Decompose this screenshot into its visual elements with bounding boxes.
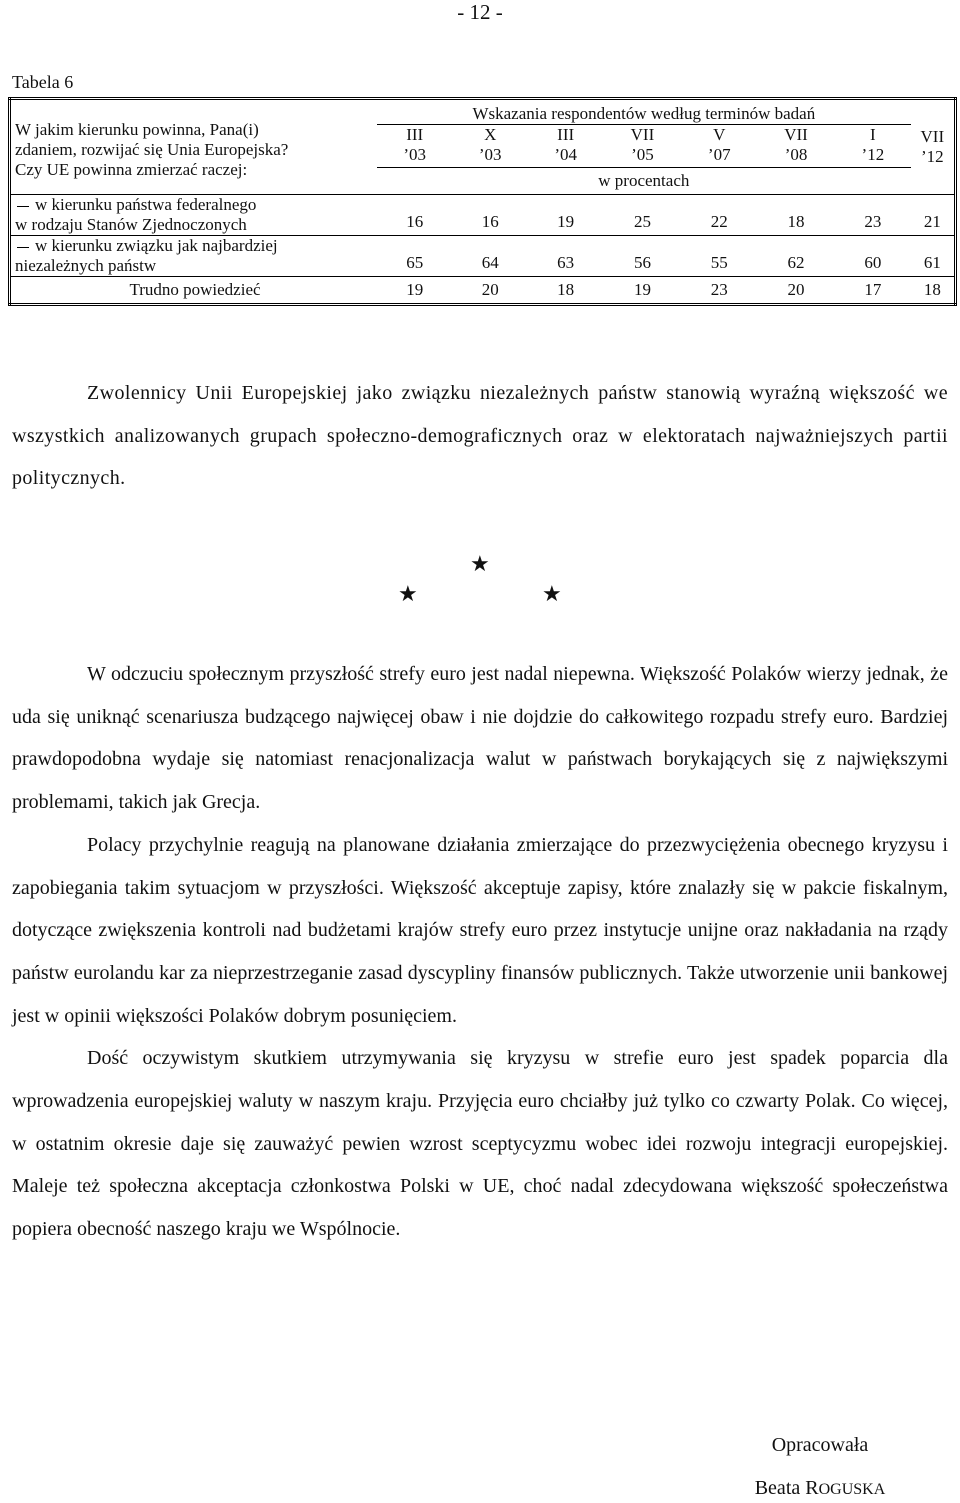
table-header-row [10, 99, 956, 125]
paragraph: Zwolennicy Unii Europejskiej jako związku niezależnych państw stanowią wyraźną większość we wszystkich analizowanych grupach społeczno-demograficznych oraz w elektoratach najważniejszych partii politycznych. [12, 382, 948, 490]
table-cell: 18 [911, 277, 956, 305]
paragraph: W odczuciu społecznym przyszłość strefy euro jest nadal niepewna. Większość Polaków wierzy jednak, że uda się uniknąć scenariusza budzącego najwięcej obaw i nie dojdzie do całkowitego rozpadu strefy euro. Bardziej prawdopodobna wydaje się natomiast renacjonalizacja walut w państwach borykających się z największymi problemami, takich jak Grecja. [12, 663, 948, 814]
table-cell: 16 [452, 195, 527, 236]
table-cell: 65 [377, 236, 452, 277]
table-cell: 19 [377, 277, 452, 305]
star-icon: ★ [542, 582, 562, 607]
question-line: Czy UE powinna zmierzać raczej: [15, 160, 248, 179]
question-line: zdaniem, rozwijać się Unia Europejska? [15, 140, 289, 159]
star-icon: ★ [398, 582, 418, 607]
table-cell: 21 [911, 195, 956, 236]
table-cell: 62 [757, 236, 835, 277]
table-cell: 60 [835, 236, 911, 277]
row-label: w kierunku państwa federalnego w rodzaju Stanów Zjednoczonych [10, 195, 378, 236]
table-row [10, 236, 956, 277]
table-cell: 18 [757, 195, 835, 236]
period-header: I ’12 [861, 125, 885, 164]
unit-label: w procentach [377, 168, 911, 195]
signature-name [700, 1477, 940, 1500]
period-header: X ’03 [478, 125, 502, 164]
star-icon: ★ [470, 552, 490, 577]
surname: ROGUSKA [805, 1477, 886, 1499]
page-number: - 12 - [457, 0, 503, 24]
paragraph: Polacy przychylnie reagują na planowane działania zmierzające do przezwyciężenia obecnego kryzysu i zapobiegania takim sytuacjom w przyszłości. Większość akceptuje zapisy, które znalazły się w pakcie fiskalnym, dotyczące zwiększenia kontroli nad budżetami krajów strefy euro przez instytucje unijne oraz nakładania na rządy państw eurolandu kar za nieprzestrzeganie zasad dyscypliny finansów publicznych. Także utworzenie unii bankowej jest w opinii większości Polaków dobrym posunięciem. [12, 833, 948, 1027]
table-cell: 64 [452, 236, 527, 277]
period-header: VII ’08 [784, 125, 808, 164]
period-header: III ’04 [554, 125, 577, 164]
group-header: Wskazania respondentów według terminów badań [377, 99, 911, 125]
table-cell: 18 [528, 277, 603, 305]
dash-bullet [17, 206, 29, 207]
period-header: VII ’05 [630, 125, 655, 164]
table-row [10, 195, 956, 236]
section-separator [0, 552, 960, 612]
question-line: W jakim kierunku powinna, Pana(i) [15, 120, 259, 139]
table-cell: 20 [452, 277, 527, 305]
table-cell: 56 [603, 236, 681, 277]
period-header: V ’07 [707, 125, 731, 164]
table-cell: 55 [682, 236, 757, 277]
period-header: VII ’12 [920, 127, 945, 166]
table-cell: 61 [911, 236, 956, 277]
row-label: w kierunku związku jak najbardziej niezależnych państw [10, 236, 378, 277]
table-cell: 63 [528, 236, 603, 277]
table-label: Tabela 6 [12, 72, 74, 92]
signature-role: Opracowała [771, 1434, 869, 1456]
table-cell: 19 [528, 195, 603, 236]
table-cell: 19 [603, 277, 681, 305]
table-cell: 25 [603, 195, 681, 236]
row-label: Trudno powiedzieć [10, 277, 378, 305]
period-header: III ’03 [403, 125, 427, 164]
survey-table [8, 97, 957, 306]
summary-paragraph [12, 372, 948, 500]
dash-bullet [17, 247, 29, 248]
table-cell: 16 [377, 195, 452, 236]
paragraph: Dość oczywistym skutkiem utrzymywania się kryzysu w strefie euro jest spadek poparcia dla wprowadzenia europejskiej waluty w naszym kraju. Przyjęcia euro chciałby już tylko co czwarty Polak. Co więcej, w ostatnim okresie daje się zauważyć pewien wzrost sceptycyzmu wobec idei rozwoju integracji europejskiej. Maleje też społeczna akceptacja członkostwa Polski w UE, choć nadal zdecydowana większość społeczeństwa popiera obecność naszego kraju we Wspólnocie. [12, 1047, 948, 1241]
table-row [10, 277, 956, 305]
table-question [10, 99, 378, 195]
table-cell: 23 [835, 195, 911, 236]
table-cell: 23 [682, 277, 757, 305]
table-cell: 22 [682, 195, 757, 236]
table-cell: 20 [757, 277, 835, 305]
body-text [12, 653, 948, 1251]
table-cell: 17 [835, 277, 911, 305]
first-name: Beata [754, 1477, 801, 1499]
